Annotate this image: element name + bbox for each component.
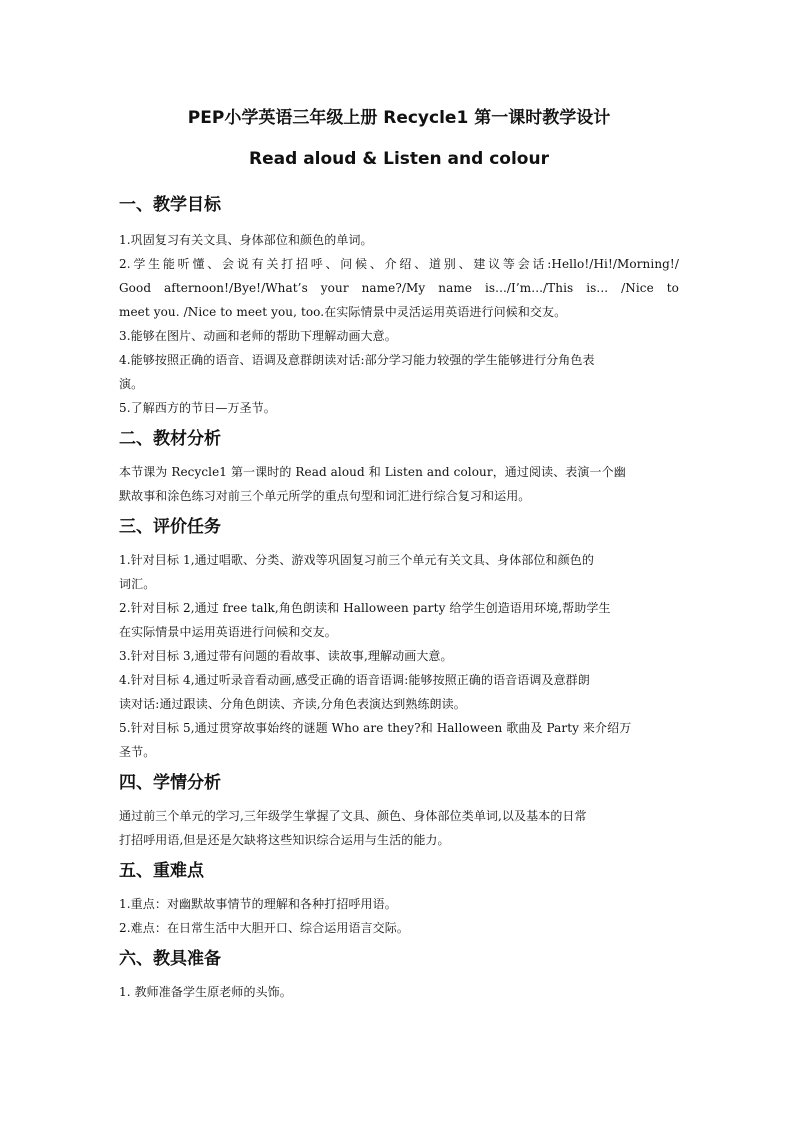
section-text: [119, 460, 679, 508]
text-line: 1.重点：对幽默故事情节的理解和各种打招呼用语。: [119, 897, 397, 911]
text-line: 1. 教师准备学生原老师的头饰。: [119, 985, 292, 999]
text-line: 打招呼用语,但是还是欠缺将这些知识综合运用与生活的能力。: [119, 833, 450, 847]
section-material-analysis: [119, 427, 679, 508]
document-body: [119, 106, 679, 1004]
section-heading: 六、教具准备: [119, 949, 221, 969]
section-heading: 四、学情分析: [119, 773, 221, 793]
section-student-analysis: [119, 771, 679, 852]
section-teaching-objectives: [119, 193, 679, 420]
section-text: [119, 892, 679, 940]
section-text: [119, 804, 679, 852]
text-line: 4.能够按照正确的语音、语调及意群朗读对话:部分学习能力较强的学生能够进行分角色表: [119, 353, 595, 367]
text-line: 1.针对目标 1,通过唱歌、分类、游戏等巩固复习前三个单元有关文具、身体部位和颜色的: [119, 553, 594, 567]
text-line: Good afternoon!/Bye!/What’s your name?/My name is.../I’m.../This is... /Nice to: [119, 281, 679, 295]
section-text: [119, 228, 679, 420]
text-line: 通过前三个单元的学习,三年级学生掌握了文具、颜色、身体部位类单词,以及基本的日常: [119, 809, 587, 823]
text-line: 圣节。: [119, 745, 156, 759]
section-evaluation-tasks: [119, 515, 679, 764]
text-line: 2.难点：在日常生活中大胆开口、综合运用语言交际。: [119, 921, 409, 935]
text-line: 4.针对目标 4,通过听录音看动画,感受正确的语音语调:能够按照正确的语音语调及意群朗: [119, 673, 590, 687]
text-line: 演。: [119, 377, 144, 391]
section-heading: 三、评价任务: [119, 517, 221, 537]
section-text: [119, 548, 679, 764]
text-line: 在实际情景中运用英语进行问候和交友。: [119, 625, 337, 639]
text-line: 5.针对目标 5,通过贯穿故事始终的谜题 Who are they?和 Halloween 歌曲及 Party 来介绍万: [119, 721, 632, 735]
section-heading: 五、重难点: [119, 861, 204, 881]
text-line: 1.巩固复习有关文具、身体部位和颜色的单词。: [119, 233, 373, 247]
text-line: 3.针对目标 3,通过带有问题的看故事、读故事,理解动画大意。: [119, 649, 453, 663]
text-line: 5.了解西方的节日—万圣节。: [119, 401, 276, 415]
section-heading: 一、教学目标: [119, 195, 221, 215]
text-line: 2.学生能听懂、会说有关打招呼、问候、介绍、道别、建议等会话:Hello!/Hi!/Morning!/: [119, 257, 679, 271]
text-line: 本节课为 Recycle1 第一课时的 Read aloud 和 Listen and colour，通过阅读、表演一个幽: [119, 465, 626, 479]
text-line: 词汇。: [119, 577, 156, 591]
text-line: 2.针对目标 2,通过 free talk,角色朗读和 Halloween party 给学生创造语用环境,帮助学生: [119, 601, 611, 615]
text-line: meet you. /Nice to meet you, too.在实际情景中灵活运用英语进行问候和交友。: [119, 305, 567, 319]
section-text: [119, 980, 679, 1004]
section-teaching-aids: [119, 947, 679, 1004]
text-line: 3.能够在图片、动画和老师的帮助下理解动画大意。: [119, 329, 397, 343]
section-key-points: [119, 859, 679, 940]
text-line: 默故事和涂色练习对前三个单元所学的重点句型和词汇进行综合复习和运用。: [119, 489, 531, 503]
section-heading: 二、教材分析: [119, 429, 221, 449]
document-title: PEP小学英语三年级上册 Recycle1 第一课时教学设计: [187, 108, 611, 128]
text-line: 读对话:通过跟读、分角色朗读、齐读,分角色表演达到熟练朗读。: [119, 697, 466, 711]
document-subtitle: Read aloud & Listen and colour: [249, 149, 549, 169]
